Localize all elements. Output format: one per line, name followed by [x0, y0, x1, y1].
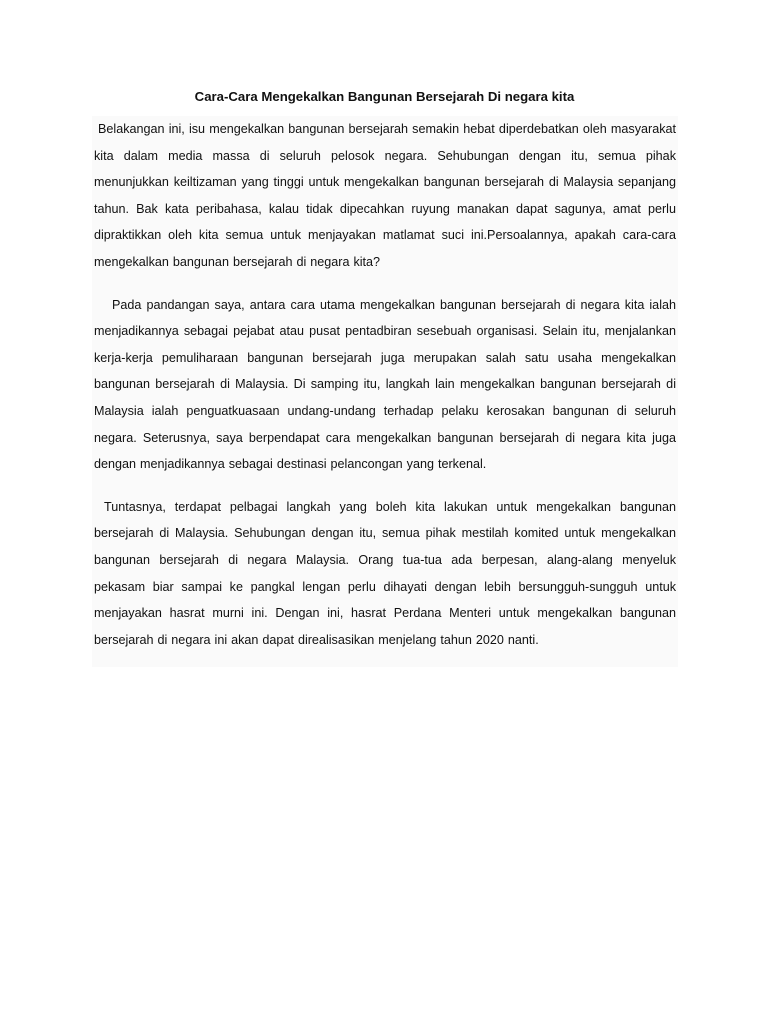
essay-body — [92, 116, 678, 667]
paragraph-introduction: Belakangan ini, isu mengekalkan bangunan bersejarah semakin hebat diperdebatkan oleh masyarakat kita dalam media massa di seluruh pelosok negara. Sehubungan dengan itu, semua pihak menunjukkan keiltizaman yang tinggi untuk mengekalkan bangunan bersejarah di Malaysia sepanjang tahun. Bak kata peribahasa, kalau tidak dipecahkan ruyung manakan dapat sagunya, amat perlu dipraktikkan oleh kita semua untuk menjayakan matlamat suci ini.Persoalannya, apakah cara-cara mengekalkan bangunan bersejarah di negara kita? — [94, 122, 676, 269]
paragraph-content: Pada pandangan saya, antara cara utama mengekalkan bangunan bersejarah di negara kita ialah menjadikannya sebagai pejabat atau pusat pentadbiran sesebuah organisasi. Selain itu, menjalankan kerja-kerja pemuliharaan bangunan bersejarah juga merupakan salah satu usaha mengekalkan bangunan bersejarah di Malaysia. Di samping itu, langkah lain mengekalkan bangunan bersejarah di Malaysia ialah penguatkuasaan undang-undang terhadap pelaku kerosakan bangunan di seluruh negara. Seterusnya, saya berpendapat cara mengekalkan bangunan bersejarah di negara kita juga dengan menjadikannya sebagai destinasi pelancongan yang terkenal. — [94, 297, 676, 472]
document-title: Cara-Cara Mengekalkan Bangunan Bersejarah Di negara kita — [194, 89, 575, 104]
paragraph-conclusion: Tuntasnya, terdapat pelbagai langkah yang boleh kita lakukan untuk mengekalkan bangunan bersejarah di Malaysia. Sehubungan dengan itu, semua pihak mestilah komited untuk mengekalkan bangunan bersejarah di negara Malaysia. Orang tua-tua ada berpesan, alang-alang menyeluk pekasam biar sampai ke pangkal lengan perlu dihayati dengan lebih bersungguh-sungguh untuk menjayakan hasrat murni ini. Dengan ini, hasrat Perdana Menteri untuk mengekalkan bangunan bersejarah di negara ini akan dapat direalisasikan menjelang tahun 2020 nanti. — [94, 499, 676, 647]
